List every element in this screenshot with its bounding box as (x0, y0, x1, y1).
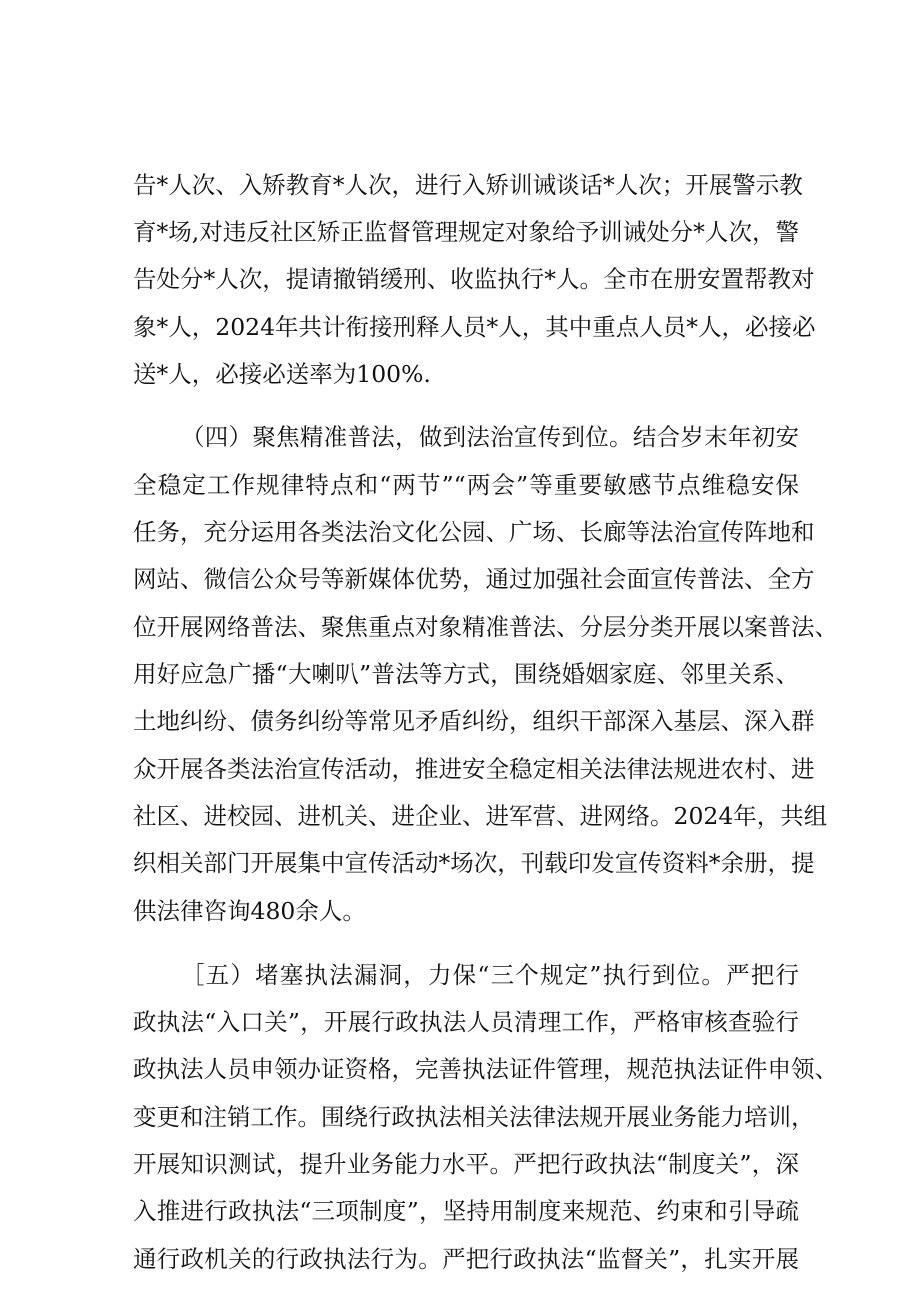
text-line: 织相关部门开展集中宣传活动*场次，刊载印发宣传资料*余册，提 (133, 849, 815, 877)
text-line: 社区、进校园、进机关、进企业、进军营、进网络。2024年，共组 (133, 802, 828, 830)
text-line: 任务，充分运用各类法治文化公园、广场、长廊等法治宣传阵地和 (133, 518, 815, 546)
text-line: 告*人次、入矫教育*人次，进行入矫训诫谈话*人次；开展警示教 (133, 171, 803, 199)
text-line: 育*场,对违反社区矫正监督管理规定对象给予训诫处分*人次，警 (133, 218, 799, 246)
text-line: 全稳定工作规律特点和“两节”“两会”等重要敏感节点维稳安保 (133, 471, 799, 499)
text-line: 网站、微信公众号等新媒体优势，通过加强社会面宣传普法、全方 (133, 565, 815, 593)
text-line: 位开展网络普法、聚焦重点对象精准普法、分层分类开展以案普法、 (133, 613, 838, 641)
text-line: 供法律咨询480余人。 (133, 897, 366, 925)
text-line: 开展知识测试，提升业务能力水平。严把行政执法“制度关”，深 (133, 1150, 799, 1178)
text-line: 众开展各类法治宣传活动，推进安全稳定相关法律法规进农村、进 (133, 755, 815, 783)
text-line: 土地纠纷、债务纠纷等常见矛盾纠纷，组织干部深入基层、深入群 (133, 707, 815, 735)
text-line: 入推进行政执法“三项制度”，坚持用制度来规范、约束和引导疏 (133, 1197, 799, 1225)
text-line: 告处分*人次，提请撤销缓刑、收监执行*人。全市在册安置帮教对 (133, 265, 815, 293)
text-line: 送*人，必接必送率为100%. (133, 360, 431, 388)
text-line: 象*人，2024年共计衔接刑释人员*人，其中重点人员*人，必接必 (133, 313, 816, 341)
section-heading-line: ［五）堵塞执法漏洞，力保“三个规定”执行到位。严把行 (181, 961, 799, 989)
text-line: 通行政机关的行政执法行为。严把行政执法“监督关”，扎实开展 (133, 1245, 799, 1273)
text-line: 用好应急广播“大喇叭”普法等方式，围绕婚姻家庭、邻里关系、 (133, 660, 799, 688)
text-line: 变更和注销工作。围绕行政执法相关法律法规开展业务能力培训， (133, 1103, 815, 1131)
section-heading-line: （四）聚焦精准普法，做到法治宣传到位。结合岁末年初安 (181, 423, 799, 451)
text-line: 政执法“入口关”，开展行政执法人员清理工作，严格审核查验行 (133, 1008, 799, 1036)
text-line: 政执法人员申领办证资格，完善执法证件管理，规范执法证件申领、 (133, 1055, 838, 1083)
